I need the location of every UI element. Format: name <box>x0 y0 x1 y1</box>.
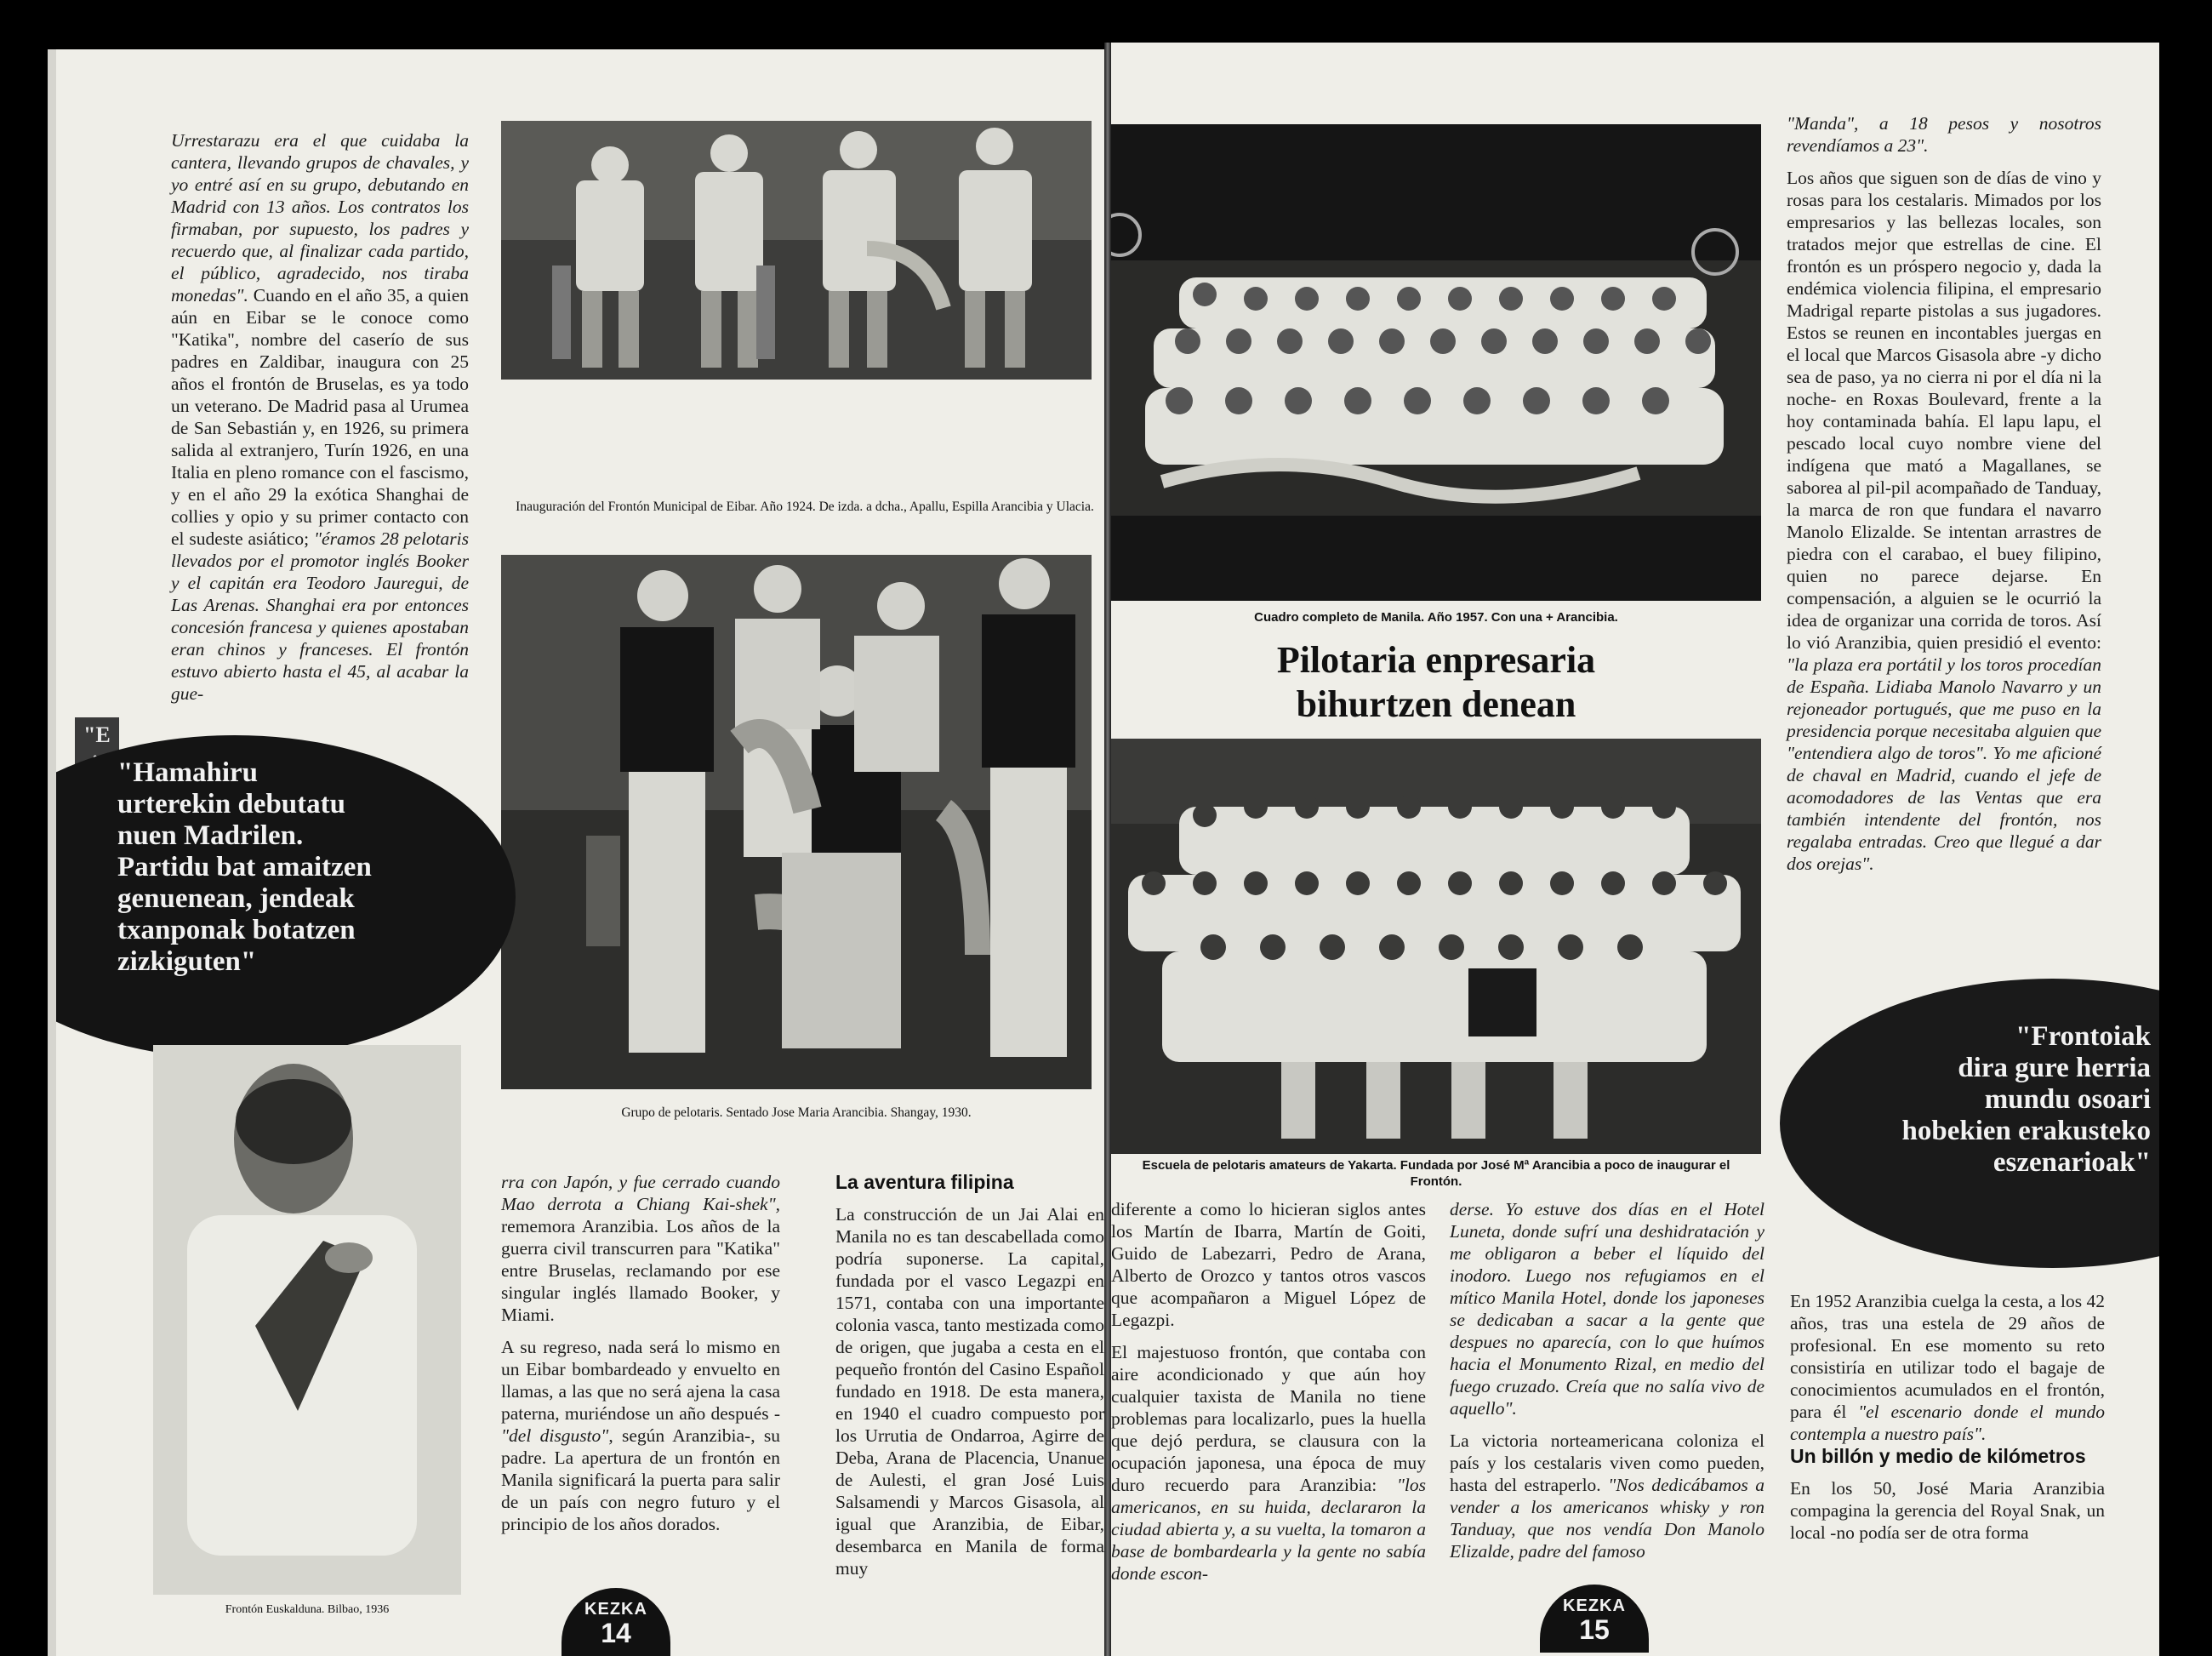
rcol2-italic-2: "Nos dedicábamos a vender a los americanos whisky y ron Tanduay, que nos vendía Don Manolo Elizalde, padre del famoso <box>1450 1475 1764 1562</box>
caption-photo-right-1: Cuadro completo de Manila. Año 1957. Con una + Arancibia. <box>1254 610 1618 625</box>
intro-body-text: Cuando en el año 35, a quien aún en Eibar se le conoce como "Katika", nombre del caserío de sus padres en Zaldibar, inaugura con 25 años el frontón de Bruselas, es ya todo un veterano. De Madrid pasa al Urumea de San Sebastián y, en 1926, su primera salida al extranjero, Turín 1926, en una Italia en pleno romance con el fascismo, y en el año 29 la exótica Shanghai de collies y opio y su primer contacto con el sudeste asiático; <box>171 285 469 549</box>
col2-text: rememora Aranzibia. Los años de la guerra civil transcurren para "Katika" entre Bruselas, reclamando por ese singular inglés llamado Booker, y Miami. <box>501 1216 780 1325</box>
col2-italic-text: rra con Japón, y fue cerrado cuando Mao derrota a Chiang Kai-shek", <box>501 1172 780 1214</box>
logo-title: KEZKA <box>584 1600 647 1619</box>
photo-cuadro-manila-1957 <box>1111 124 1761 601</box>
intro-quote-text: Urrestarazu era el que cuidaba la cantera, llevando grupos de chavales, y yo entré así en su grupo, debutando en Madrid con 13 años. Los contratos los firmaban, por supuesto, los padres y recuerdo que, al finalizar cada partido, el público, agradecido, nos tiraba monedas". <box>171 130 469 306</box>
left-page <box>56 49 1104 1656</box>
logo-title: KEZKA <box>1563 1596 1626 1615</box>
spine-gutter <box>1104 43 1111 1656</box>
quote-line: nuen Madrilen. <box>117 820 304 851</box>
rcol2-italic: derse. Yo estuve dos días en el Hotel Luneta, donde sufrí una deshidratación y me obligaron a beber el líquido del inodoro. Luego nos refugiamos en el mítico Manila Hotel, donde los japoneses se dedicaban a sacar a la gente que despues no aparecía, con lo que huímos hacia el Monumento Rizal, en medio del fuego cruzado. Creía que no salía vivo de aquello". <box>1450 1199 1764 1419</box>
rcol1-italic: "los americanos, en su huida, declararon la ciudad abierta y, a su vuelta, la tomaron a base de bombardearla y la gente no sabía donde escon- <box>1111 1475 1427 1584</box>
intro-quote-text-2: "éramos 28 pelotaris llevados por el promotor inglés Booker y el capitán era Teodoro Jauregui, de Las Arenas. Shanghai era por entonces concesión francesa y quienes apostaban eran chinos y franceses. El frontón estuvo abierto hasta el 45, al acabar la gue- <box>171 528 470 704</box>
right-column-2 <box>1450 1198 1764 1573</box>
quote-line: "Frontoiak <box>2015 1021 2151 1052</box>
quote-line: urterekin debutatu <box>117 789 345 819</box>
kezka-logo-page-14 <box>562 1588 670 1656</box>
photo-pelotaris-shangay-1930 <box>501 555 1092 1089</box>
article-headline <box>1111 638 1761 727</box>
col2-text-2a: A su regreso, nada será lo mismo en un Eibar bombardeado y envuelto en llamas, a las que no será ajena la casa paterna, muriéndose un año después - <box>501 1337 780 1424</box>
pull-quote-right <box>1809 1021 2151 1179</box>
quote-line: "Hamahiru <box>117 757 258 788</box>
headline-line: bihurtzen denean <box>1296 683 1576 725</box>
caption-photo-2: Grupo de pelotaris. Sentado Jose Maria Arancibia. Shangay, 1930. <box>621 1105 972 1120</box>
right-column-3 <box>1787 112 2101 885</box>
section-heading-billon-kilometros: Un billón y medio de kilómetros <box>1790 1445 2086 1467</box>
page-number: 14 <box>601 1618 631 1648</box>
page-number: 15 <box>1579 1614 1610 1645</box>
col2-text-2b: , según Aranzibia-, su padre. La apertura de un frontón en Manila significará la puerta para salir de un país con negro futuro y el principio de los años dorados. <box>501 1425 780 1534</box>
col2-italic-2: "del disgusto" <box>501 1425 609 1446</box>
quote-line: eszenarioak" <box>1993 1147 2151 1178</box>
quote-line: genuenean, jendeak <box>117 883 355 914</box>
left-intro-column <box>171 129 469 705</box>
quote-line: dira gure herria <box>1958 1053 2151 1083</box>
right-column-1 <box>1111 1157 1426 1595</box>
col3-text: La construcción de un Jai Alai en Manila no es tan descabellada como podría suponerse. La capital, fundada por el vasco Legazpi en 1571, contaba con una importante colonia vasca, tanto mestizada como de origen, que jugaba a cesta en el pequeño frontón del Casino Español fundado en 1918. De esta manera, en 1940 el cuadro compuesto por los Urrutia de Ondarroa, Agirre de Deba, Arana de Placencia, Unanue de Aulesti, el gran José Luis Salsamendi y Marcos Gisasola, al igual que Aranzibia, de Eibar, desembarca en Manila de forma muy <box>835 1204 1104 1579</box>
headline-line: Pilotaria enpresaria <box>1276 639 1596 681</box>
quote-line: hobekien erakusteko <box>1901 1116 2151 1146</box>
caption-photo-right-2: Escuela de pelotaris amateurs de Yakarta. Fundada por José Mª Arancibia a poco de inaugurar el Frontón. <box>1142 1158 1730 1189</box>
photo-fronton-euskalduna-1936 <box>153 1045 461 1595</box>
quote-line: mundu osoari <box>1984 1084 2151 1115</box>
rcol3-text-3: En los 50, José Maria Aranzibia compagina la gerencia del Royal Snak, un local -no podía ser de otra forma <box>1790 1478 2105 1543</box>
quote-line: Partidu bat amaitzen <box>117 852 372 882</box>
left-column-2 <box>501 1171 780 1545</box>
right-page <box>1111 43 2159 1656</box>
photo-escuela-yakarta <box>1111 739 1761 1154</box>
right-column-3-bottom <box>1790 1290 2105 1554</box>
rcol3-text-2: En 1952 Aranzibia cuelga la cesta, a los 42 años, tras una estela de 29 años de profesional. En ese momento su reto consistiría en utilizar todo el bagaje de conocimientos acumulados en el frontón, para él <box>1790 1291 2105 1422</box>
quote-line: zizkiguten" <box>117 946 257 977</box>
peek-line: "E <box>83 722 111 747</box>
caption-photo-1: Inauguración del Frontón Municipal de Eibar. Año 1924. De izda. a dcha., Apallu, Espilla Arancibia y Ulacia. <box>516 500 1094 514</box>
rcol3-italic-3: "el escenario donde el mundo contempla a nuestro país". <box>1790 1402 2106 1444</box>
rcol3-italic-1: "Manda", a 18 pesos y nosotros revendíamos a 23". <box>1787 113 2101 156</box>
section-heading-aventura-filipina: La aventura filipina <box>835 1171 1014 1193</box>
kezka-logo-page-15 <box>1540 1585 1649 1653</box>
rcol3-italic-2: "la plaza era portátil y los toros procedían de España. Lidiaba Manolo Navarro y un rejoneador portugués, que me puso en la presidencia porque necesitaba alguien que "entendiera algo de toros". Yo me aficioné de chaval en Madrid, cuando el jefe de acomodadores de las Ventas que era también intendente del frontón, nos regalaba entradas. Creo que llegué a dar dos orejas". <box>1787 654 2101 874</box>
rcol3-text-1: Los años que siguen son de días de vino y rosas para los cestalaris. Mimados por los empresarios y las bellezas locales, son tratados mejor que estrellas de cine. El frontón es un próspero negocio y, dada la endémica violencia filipina, el empresario Madrigal reparte pistolas a sus jugadores. Estos se reunen en incontables juergas en el local que Marcos Gisasola abre -y dicho sea de paso, ya no cierra ni por el día ni la noche- en Roxas Boulevard, frente a la hoy contaminada bahía. El lapu lapu, el pescado local cuyo nombre viene del indígena que mató a Magallanes, se saborea al pil-pil acompañado de Tanduay, la marca de ron que fundara el navarro Manolo Elizalde. Se intentan arrastres de piedra con el carabao, el buey filipino, quien no parece dejarse. En compensación, a alguien se le ocurrió la idea de organizar una corrida de toros. Así lo vió Aranzibia, quien presidió el evento: <box>1787 168 2101 653</box>
quote-line: txanponak botatzen <box>117 915 356 945</box>
photo-fronton-eibar-1924 <box>501 121 1092 380</box>
rcol1-text: diferente a como lo hicieran siglos antes los Martín de Ibarra, Martín de Goiti, Guido de Labezarri, Pedro de Arana, Alberto de Orozco y tantos otros vascos que acompañaron a Miguel López de Legazpi. <box>1111 1199 1426 1330</box>
rcol1-text-2a: El majestuoso frontón, que contaba con aire acondicionado y que aún hoy cualquier taxista de Manila no tiene problemas para localizarlo, pues la huella que dejó perdura, se clausura con la ocupación japonesa, una época de muy duro recuerdo para Aranzibia: <box>1111 1342 1426 1495</box>
caption-photo-3: Frontón Euskalduna. Bilbao, 1936 <box>225 1603 390 1616</box>
left-column-3 <box>835 1171 1104 1590</box>
rcol2-text: La victoria norteamericana coloniza el país y los cestalaris viven como pueden, hasta del estraperlo. <box>1450 1430 1764 1495</box>
pull-quote-left <box>117 757 372 978</box>
